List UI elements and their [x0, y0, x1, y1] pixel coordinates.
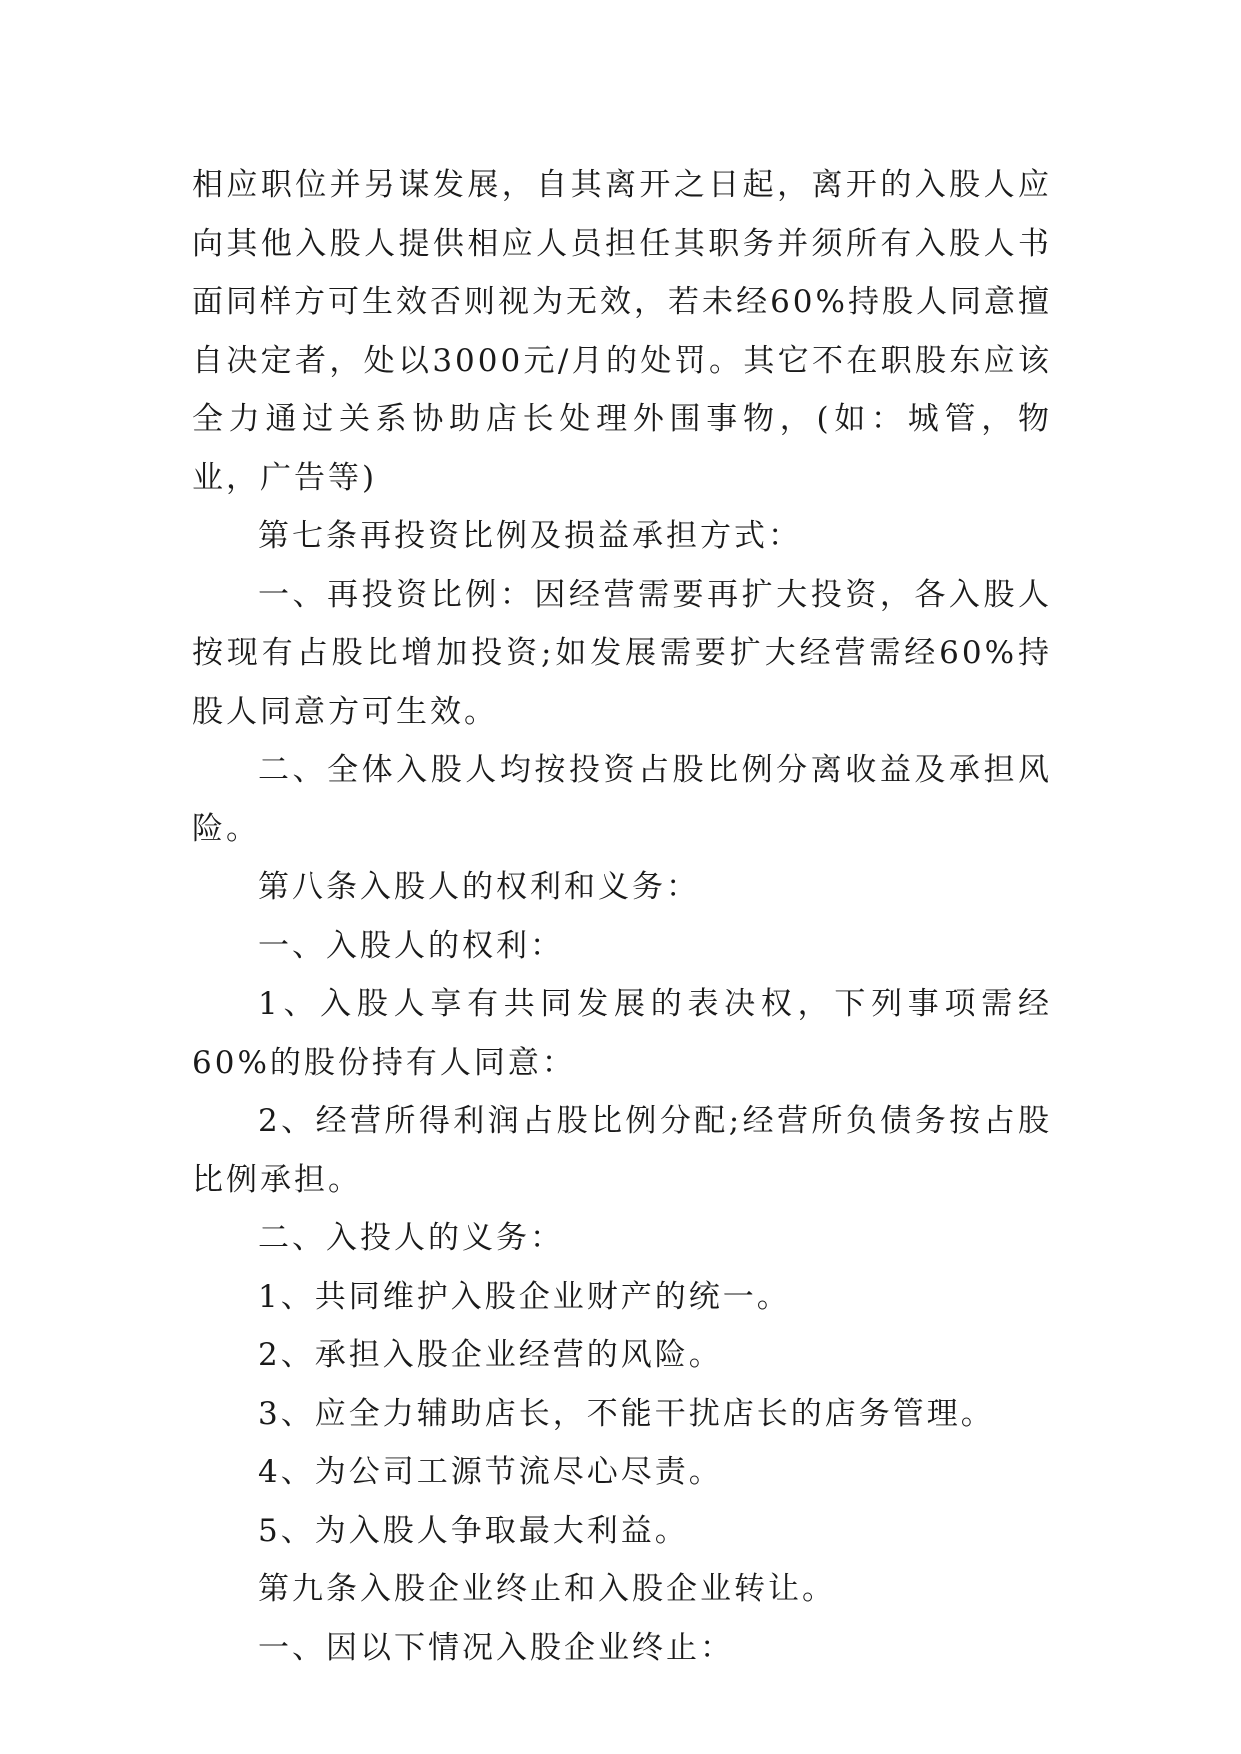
rights-item-1: 1、入股人享有共同发展的表决权，下列事项需经60%的股份持有人同意： [192, 986, 1052, 1081]
rights-item-2: 2、经营所得利润占股比例分配;经营所负债务按占股比例承担。 [192, 1103, 1052, 1198]
article-seven-heading: 第七条再投资比例及损益承担方式： [258, 518, 802, 554]
reinvestment-ratio-paragraph: 一、再投资比例：因经营需要再扩大投资，各入股人按现有占股比增加投资;如发展需要扩大经营需经60%持股人同意方可生效。 [192, 576, 1052, 730]
obligations-item-2: 2、承担入股企业经营的风险。 [258, 1337, 723, 1373]
termination-heading: 一、因以下情况入股企业终止： [258, 1629, 734, 1666]
obligations-heading: 二、入投人的义务： [258, 1220, 564, 1256]
rights-heading: 一、入股人的权利： [258, 927, 564, 964]
article-nine-heading: 第九条入股企业终止和入股企业转让。 [258, 1571, 836, 1607]
article-eight-heading: 第八条入股人的权利和义务： [258, 869, 700, 905]
obligations-item-4: 4、为公司工源节流尽心尽责。 [258, 1454, 723, 1490]
obligations-item-3: 3、应全力辅助店长，不能干扰店长的店务管理。 [258, 1395, 995, 1432]
profit-risk-paragraph: 二、全体入股人均按投资占股比例分离收益及承担风险。 [192, 752, 1052, 847]
document-body [192, 156, 1052, 1677]
paragraph-continuation: 相应职位并另谋发展，自其离开之日起，离开的入股人应向其他入股人提供相应人员担任其职务并须所有入股人书面同样方可生效否则视为无效，若未经60%持股人同意擅自决定者，处以3000元/月的处罚。其它不在职股东应该全力通过关系协助店长处理外围事物，(如：城管，物业，广告等) [192, 167, 1052, 496]
obligations-item-1: 1、共同维护入股企业财产的统一。 [258, 1278, 791, 1315]
obligations-item-5: 5、为入股人争取最大利益。 [258, 1512, 689, 1549]
